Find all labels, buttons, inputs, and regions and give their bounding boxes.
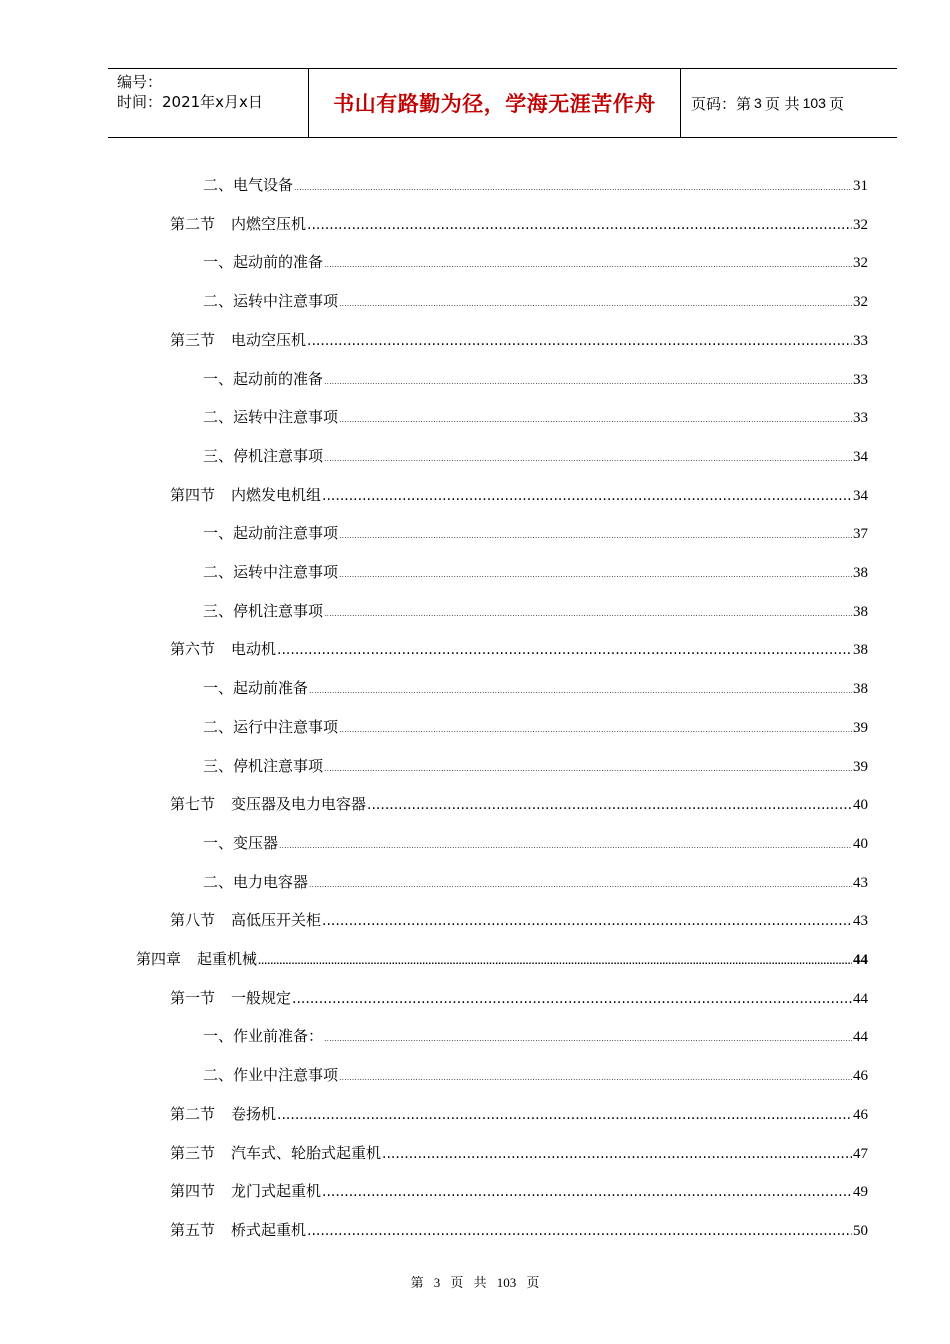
- toc-label: [203, 251, 323, 272]
- page-total: 103: [802, 95, 826, 111]
- toc-label: [203, 522, 338, 543]
- serial-label: 编号：: [117, 73, 163, 91]
- toc-leader-dots: [324, 609, 852, 618]
- toc-page-number: 44: [853, 1029, 868, 1045]
- page-number: 3: [754, 95, 762, 111]
- footer-mid1: 页: [450, 1276, 464, 1291]
- page-footer: [0, 1272, 950, 1291]
- toc-entry[interactable]: [170, 329, 868, 351]
- toc-section-number: 第四节: [170, 1182, 216, 1200]
- toc-section-number: 第二节: [170, 1105, 216, 1123]
- toc-section-number: 第二节: [170, 215, 216, 233]
- toc-label: [170, 1180, 321, 1201]
- toc-entry[interactable]: [203, 1025, 868, 1047]
- toc-title: 内燃发电机组: [231, 486, 322, 504]
- header-meta: [108, 69, 308, 137]
- toc-title: 二、运转中注意事项: [203, 408, 339, 426]
- toc-leader-dots: [277, 1107, 852, 1123]
- toc-entry[interactable]: [170, 1219, 868, 1241]
- toc-entry[interactable]: [203, 832, 868, 854]
- toc-leader-dots: [324, 377, 852, 386]
- toc-section-number: 第七节: [170, 795, 216, 813]
- toc-label: [170, 1142, 381, 1163]
- toc-entry[interactable]: [203, 755, 868, 777]
- toc-entry[interactable]: [170, 1103, 868, 1125]
- toc-label: [170, 1103, 276, 1124]
- page-header: [108, 68, 897, 138]
- toc-entry[interactable]: [203, 445, 868, 467]
- toc-title: 内燃空压机: [231, 215, 307, 233]
- toc-leader-dots: [292, 991, 852, 1007]
- toc-entry[interactable]: [170, 793, 868, 815]
- toc-page-number: 38: [853, 681, 868, 697]
- toc-label: [203, 290, 338, 311]
- toc-section-number: 第三节: [170, 331, 216, 349]
- toc-section-number: 第六节: [170, 640, 216, 658]
- toc-label: [203, 716, 338, 737]
- toc-page-number: 34: [853, 488, 868, 504]
- toc-title: 变压器及电力电容器: [231, 795, 367, 813]
- toc-leader-dots: [279, 841, 852, 850]
- toc-page-number: 31: [853, 178, 868, 194]
- toc-entry[interactable]: [203, 600, 868, 622]
- toc-entry[interactable]: [203, 561, 868, 583]
- toc-section-number: 第八节: [170, 911, 216, 929]
- toc-page-number: 32: [853, 294, 868, 310]
- toc-entry[interactable]: [136, 948, 868, 970]
- toc-leader-dots: [322, 488, 852, 504]
- toc-leader-dots: [258, 957, 852, 966]
- toc-label: [170, 484, 321, 505]
- toc-leader-dots: [309, 880, 852, 889]
- toc-page-number: 44: [853, 952, 868, 968]
- toc-section-number: 第四节: [170, 486, 216, 504]
- page-mid: 页 共: [764, 94, 800, 113]
- toc-page-number: 34: [853, 449, 868, 465]
- toc-leader-dots: [339, 415, 852, 424]
- toc-title: 三、停机注意事项: [203, 447, 324, 465]
- toc-title: 一般规定: [231, 989, 292, 1007]
- footer-total: 103: [496, 1275, 517, 1290]
- toc-leader-dots: [339, 299, 852, 308]
- toc-entry[interactable]: [203, 677, 868, 699]
- toc-page-number: 33: [853, 410, 868, 426]
- toc-leader-dots: [382, 1146, 852, 1162]
- toc-page-number: 49: [853, 1184, 868, 1200]
- toc-label: [203, 445, 323, 466]
- toc-label: [203, 677, 308, 698]
- toc-entry[interactable]: [170, 213, 868, 235]
- toc-entry[interactable]: [203, 368, 868, 390]
- toc-title: 一、起动前的准备: [203, 370, 324, 388]
- toc-page-number: 39: [853, 759, 868, 775]
- footer-page: 3: [433, 1275, 441, 1290]
- toc-entry[interactable]: [170, 484, 868, 506]
- toc-entry[interactable]: [203, 406, 868, 428]
- toc-label: [170, 909, 321, 930]
- toc-page-number: 46: [853, 1107, 868, 1123]
- toc-label: [203, 600, 323, 621]
- toc-title: 汽车式、轮胎式起重机: [231, 1144, 382, 1162]
- toc-leader-dots: [307, 217, 852, 233]
- toc-page-number: 32: [853, 255, 868, 271]
- toc-entry[interactable]: [203, 174, 868, 196]
- toc-title: 一、作业前准备：: [203, 1027, 324, 1045]
- toc-label: [170, 793, 366, 814]
- toc-page-number: 32: [853, 217, 868, 233]
- toc-title: 二、运行中注意事项: [203, 718, 339, 736]
- header-motto: 书山有路勤为径，学海无涯苦作舟: [333, 92, 656, 116]
- footer-mid2: 共: [473, 1276, 487, 1291]
- toc-title: 一、变压器: [203, 834, 279, 852]
- toc-section-number: 第四章: [136, 950, 182, 968]
- toc-page-number: 43: [853, 913, 868, 929]
- toc-leader-dots: [307, 333, 852, 349]
- toc-page-number: 37: [853, 526, 868, 542]
- toc-page-number: 33: [853, 333, 868, 349]
- toc-title: 二、电气设备: [203, 176, 294, 194]
- toc-label: [170, 213, 306, 234]
- toc-page-number: 40: [853, 797, 868, 813]
- toc-page-number: 46: [853, 1068, 868, 1084]
- toc-title: 桥式起重机: [231, 1221, 307, 1239]
- toc-title: 一、起动前的准备: [203, 253, 324, 271]
- toc-leader-dots: [324, 1034, 852, 1043]
- toc-leader-dots: [324, 764, 852, 773]
- toc-page-number: 38: [853, 565, 868, 581]
- toc-leader-dots: [294, 183, 852, 192]
- toc-leader-dots: [309, 686, 852, 695]
- toc-page-number: 47: [853, 1146, 868, 1162]
- toc-title: 二、运转中注意事项: [203, 563, 339, 581]
- header-page-info: [681, 69, 897, 137]
- toc-page-number: 33: [853, 372, 868, 388]
- toc-title: 起重机械: [197, 950, 258, 968]
- footer-suffix: 页: [526, 1276, 540, 1291]
- toc-entry[interactable]: [203, 251, 868, 273]
- toc-leader-dots: [339, 1073, 852, 1082]
- toc-title: 电动空压机: [231, 331, 307, 349]
- toc-label: [203, 174, 293, 195]
- toc-entry[interactable]: [170, 987, 868, 1009]
- toc-section-number: 第一节: [170, 989, 216, 1007]
- toc-title: 二、作业中注意事项: [203, 1066, 339, 1084]
- toc-title: 龙门式起重机: [231, 1182, 322, 1200]
- toc-entry[interactable]: [170, 1180, 868, 1202]
- toc-label: [136, 948, 257, 969]
- toc-title: 电动机: [231, 640, 277, 658]
- toc-label: [170, 638, 276, 659]
- toc-page-number: 39: [853, 720, 868, 736]
- toc-label: [170, 987, 291, 1008]
- toc-leader-dots: [339, 531, 852, 540]
- toc-label: [203, 832, 278, 853]
- toc-leader-dots: [339, 570, 852, 579]
- toc-section-number: 第五节: [170, 1221, 216, 1239]
- toc-entry[interactable]: [203, 290, 868, 312]
- toc-page-number: 38: [853, 642, 868, 658]
- toc-leader-dots: [322, 913, 852, 929]
- toc-label: [203, 368, 323, 389]
- toc-entry[interactable]: [203, 1064, 868, 1086]
- page-suffix: 页: [828, 94, 844, 113]
- toc-label: [203, 1025, 323, 1046]
- toc-entry[interactable]: [203, 522, 868, 544]
- toc-title: 高低压开关柜: [231, 911, 322, 929]
- toc-label: [203, 406, 338, 427]
- toc-leader-dots: [324, 454, 852, 463]
- toc-page-number: 50: [853, 1223, 868, 1239]
- toc-leader-dots: [339, 725, 852, 734]
- toc-section-number: 第三节: [170, 1144, 216, 1162]
- toc-entry[interactable]: [203, 871, 868, 893]
- page-prefix: 页码：第: [691, 94, 752, 113]
- toc-leader-dots: [277, 642, 852, 658]
- toc-title: 卷扬机: [231, 1105, 277, 1123]
- toc-label: [203, 871, 308, 892]
- toc-page-number: 43: [853, 875, 868, 891]
- toc-entry[interactable]: [170, 638, 868, 660]
- toc-label: [170, 329, 306, 350]
- header-motto-cell: [308, 69, 681, 137]
- toc-leader-dots: [367, 797, 852, 813]
- time-label: 时间：2021年x月x日: [117, 93, 263, 111]
- toc-label: [203, 755, 323, 776]
- toc-page-number: 40: [853, 836, 868, 852]
- footer-prefix: 第: [410, 1276, 424, 1291]
- toc-label: [170, 1219, 306, 1240]
- toc-entry[interactable]: [170, 909, 868, 931]
- toc-page-number: 44: [853, 991, 868, 1007]
- toc-title: 三、停机注意事项: [203, 602, 324, 620]
- toc-page-number: 38: [853, 604, 868, 620]
- toc-title: 三、停机注意事项: [203, 757, 324, 775]
- toc-label: [203, 1064, 338, 1085]
- toc-title: 二、运转中注意事项: [203, 292, 339, 310]
- toc-label: [203, 561, 338, 582]
- toc-leader-dots: [307, 1223, 852, 1239]
- toc-leader-dots: [322, 1184, 852, 1200]
- toc-title: 一、起动前注意事项: [203, 524, 339, 542]
- toc-title: 一、起动前准备: [203, 679, 309, 697]
- toc-title: 二、电力电容器: [203, 873, 309, 891]
- toc-leader-dots: [324, 260, 852, 269]
- toc-entry[interactable]: [170, 1142, 868, 1164]
- toc-entry[interactable]: [203, 716, 868, 738]
